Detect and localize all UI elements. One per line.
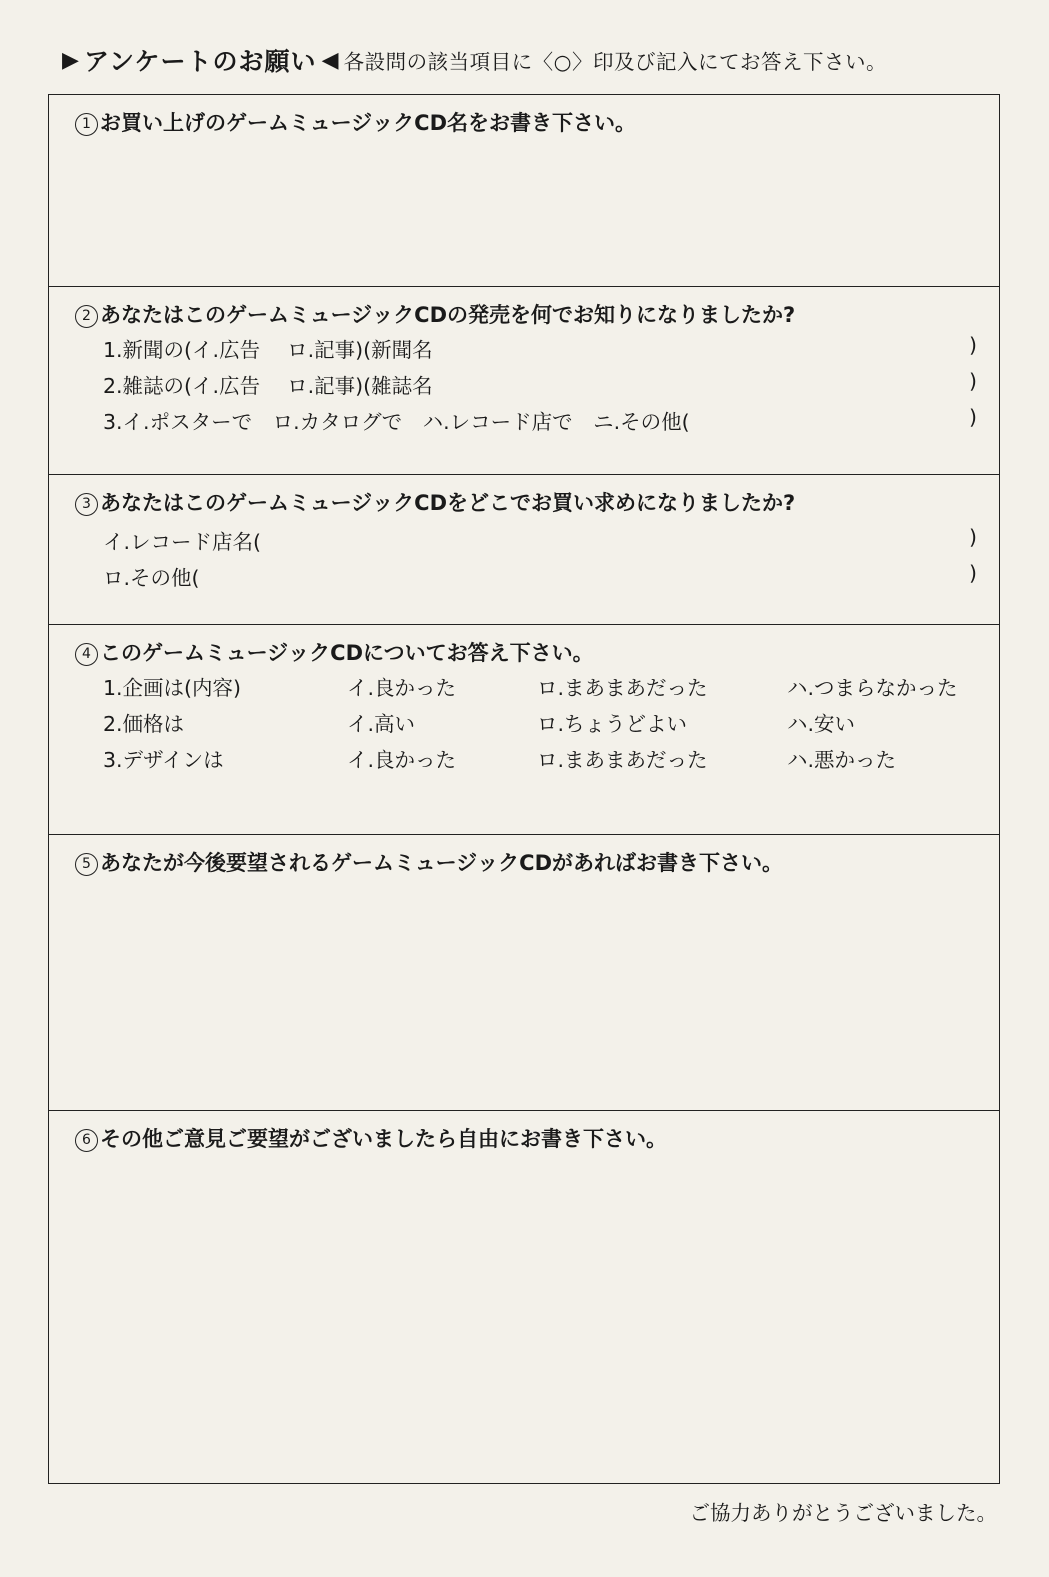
- right-triangle-icon: ▶: [62, 47, 79, 73]
- option-close-paren: ): [969, 333, 977, 357]
- question-1-text: お買い上げのゲームミュージックCD名をお書き下さい。: [100, 111, 637, 135]
- row-label: 2.価格は: [103, 712, 185, 736]
- choice-c[interactable]: ハ.悪かった: [787, 748, 897, 772]
- question-5-section[interactable]: [49, 835, 999, 1111]
- left-triangle-icon: ◀: [321, 47, 339, 73]
- question-3-text: あなたはこのゲームミュージックCDをどこでお買い求めになりましたか?: [100, 491, 796, 515]
- page-header: [62, 42, 1022, 82]
- question-3-number: 3: [75, 493, 98, 516]
- option-label: ロ.その他(: [103, 566, 200, 590]
- question-2-section: [49, 287, 999, 475]
- row-label: 1.企画は(内容): [103, 676, 242, 700]
- question-4-section: [49, 625, 999, 835]
- choice-a[interactable]: イ.良かった: [347, 676, 457, 700]
- question-4-number: 4: [75, 643, 98, 666]
- question-4-text: このゲームミュージックCDについてお答え下さい。: [100, 641, 594, 665]
- survey-form: [48, 94, 1000, 1484]
- instruction-text: 各設問の該当項目に〈○〉印及び記入にてお答え下さい。: [343, 50, 888, 74]
- question-6: [75, 1123, 667, 1153]
- question-3: [75, 487, 795, 517]
- question-5-number: 5: [75, 853, 98, 876]
- choice-b[interactable]: ロ.まあまあだった: [537, 748, 708, 772]
- question-2-option-3[interactable]: [103, 405, 977, 435]
- question-4-row-planning: [103, 671, 977, 701]
- option-label: 3.イ.ポスターで ロ.カタログで ハ.レコード店で ニ.その他(: [103, 410, 690, 434]
- page-title: アンケートのお願い: [84, 47, 317, 76]
- choice-b[interactable]: ロ.ちょうどよい: [537, 712, 688, 736]
- option-close-paren: ): [969, 525, 977, 549]
- option-label: 2.雑誌の(イ.広告 ロ.記事)(雑誌名: [103, 374, 433, 398]
- option-label: 1.新聞の(イ.広告 ロ.記事)(新聞名: [103, 338, 433, 362]
- choice-b[interactable]: ロ.まあまあだった: [537, 676, 708, 700]
- question-6-number: 6: [75, 1129, 98, 1152]
- question-5: [75, 847, 783, 877]
- question-2: [75, 299, 795, 329]
- question-3-section: [49, 475, 999, 625]
- question-3-option-1[interactable]: [103, 525, 977, 555]
- question-2-text: あなたはこのゲームミュージックCDの発売を何でお知りになりましたか?: [100, 303, 796, 327]
- question-2-option-1[interactable]: [103, 333, 977, 363]
- option-close-paren: ): [969, 405, 977, 429]
- option-close-paren: ): [969, 561, 977, 585]
- option-close-paren: ): [969, 369, 977, 393]
- question-2-number: 2: [75, 305, 98, 328]
- question-5-text: あなたが今後要望されるゲームミュージックCDがあればお書き下さい。: [100, 851, 784, 875]
- question-6-text: その他ご意見ご要望がございましたら自由にお書き下さい。: [100, 1127, 667, 1151]
- question-3-option-2[interactable]: [103, 561, 977, 591]
- choice-c[interactable]: ハ.安い: [787, 712, 856, 736]
- choice-a[interactable]: イ.高い: [347, 712, 416, 736]
- question-1-number: 1: [75, 113, 98, 136]
- question-4-row-design: [103, 743, 977, 773]
- question-4: [75, 637, 594, 667]
- option-label: イ.レコード店名(: [103, 530, 262, 554]
- thanks-text: ご協力ありがとうございました。: [689, 1501, 997, 1525]
- row-label: 3.デザインは: [103, 748, 224, 772]
- choice-a[interactable]: イ.良かった: [347, 748, 457, 772]
- question-2-option-2[interactable]: [103, 369, 977, 399]
- question-4-row-price: [103, 707, 977, 737]
- question-6-section[interactable]: [49, 1111, 999, 1483]
- question-1-section[interactable]: [49, 95, 999, 287]
- question-1: [75, 107, 636, 137]
- choice-c[interactable]: ハ.つまらなかった: [787, 676, 958, 700]
